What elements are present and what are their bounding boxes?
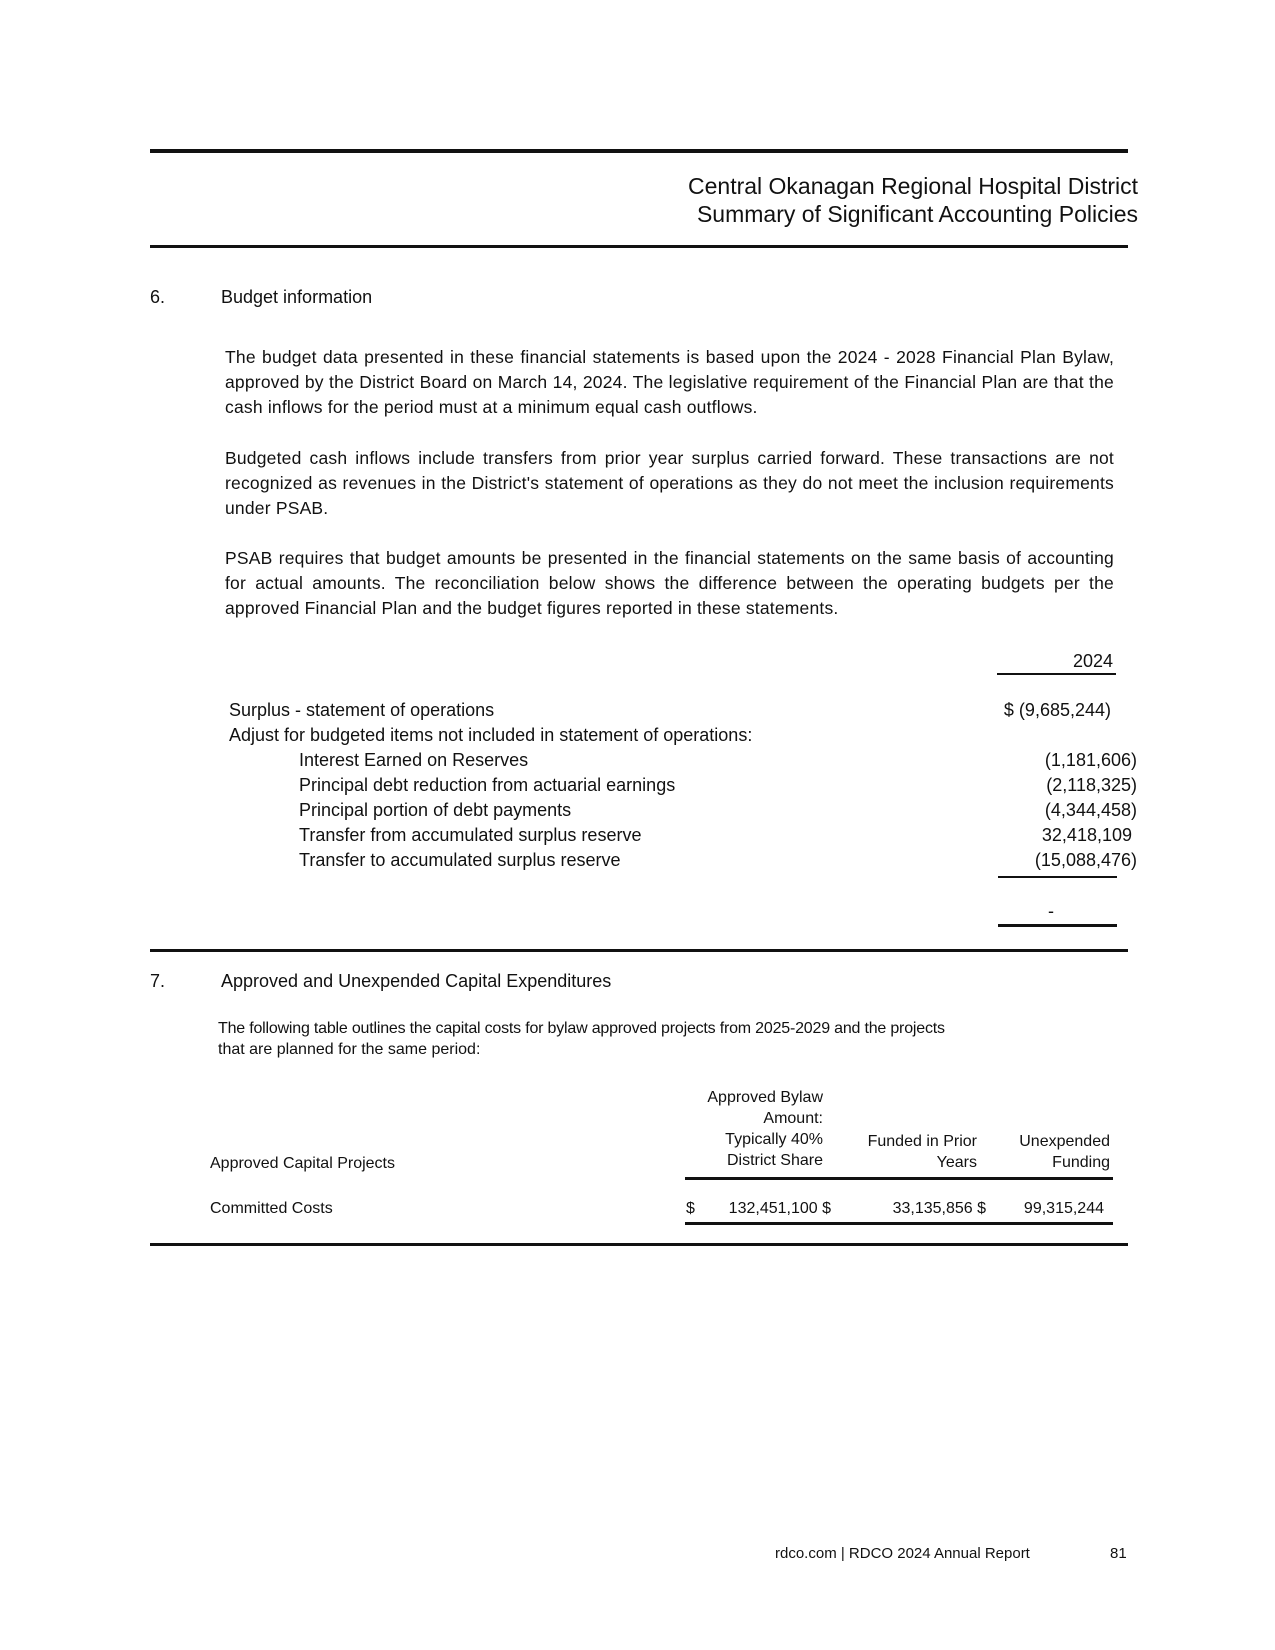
section-7-bottom-rule — [150, 1243, 1128, 1246]
section-7-number: 7. — [150, 971, 166, 991]
section-7-intro-line-1: The following table outlines the capital costs for bylaw approved projects from 2025-2029 and the projects — [218, 1020, 945, 1037]
adjust-item-label: Transfer to accumulated surplus reserve — [299, 850, 621, 870]
adjust-item-value: (1,181,606) — [1044, 750, 1137, 770]
adjust-label: Adjust for budgeted items not included in statement of operations: — [229, 725, 753, 745]
adjust-item-label: Transfer from accumulated surplus reserve — [299, 825, 642, 845]
committed-costs-label: Committed Costs — [210, 1200, 333, 1217]
adjust-item-label: Principal portion of debt payments — [299, 800, 572, 820]
header-top-rule — [150, 149, 1128, 153]
surplus-value: $ (9,685,244) — [1003, 700, 1111, 720]
year-header-underline — [997, 673, 1116, 675]
col-funded-prior-line: Funded in Prior — [867, 1133, 977, 1150]
col-approved-bylaw-line: District Share — [726, 1152, 823, 1169]
col-unexpended-line: Funding — [1052, 1154, 1110, 1171]
section-6-number: 6. — [150, 287, 166, 307]
section-6-paragraph-3: PSAB requires that budget amounts be presented in the financial statements on the same basis of accounting for actual amounts. The reconciliation below shows the difference between the operating budgets per the approved Financial Plan and the budget figures reported in these statements. — [225, 548, 1114, 618]
col-unexpended-line: Unexpended — [1019, 1133, 1110, 1150]
subtotal-underline — [998, 876, 1117, 878]
col-funded-prior-line: Years — [936, 1154, 977, 1171]
header-subtitle: Summary of Significant Accounting Policies — [696, 201, 1138, 227]
adjust-item-value: (15,088,476) — [1034, 850, 1137, 870]
col-approved-bylaw-line: Approved Bylaw — [707, 1089, 823, 1106]
table-header-underline — [685, 1177, 1113, 1180]
section-6-title: Budget information — [221, 287, 373, 307]
col-approved-capital-projects-header: Approved Capital Projects — [210, 1155, 395, 1172]
section-6-paragraph-1: The budget data presented in these financial statements is based upon the 2024 - 2028 Financial Plan Bylaw, approved by the District Board on March 14, 2024. The legislative requirement of the Financial Plan are that the cash inflows for the period must at a minimum equal cash outflows. — [225, 347, 1114, 417]
adjust-item-value: (4,344,458) — [1044, 800, 1137, 820]
table-total-underline — [685, 1222, 1113, 1225]
committed-costs-currency: $ — [686, 1200, 695, 1217]
year-header: 2024 — [1072, 651, 1113, 671]
section-divider — [150, 949, 1128, 952]
adjust-item-value: 32,418,109 — [1041, 825, 1132, 845]
col-approved-bylaw-line: Amount: — [763, 1110, 823, 1127]
section-7-title: Approved and Unexpended Capital Expenditures — [221, 971, 612, 991]
col-approved-bylaw-header — [707, 1087, 823, 1171]
section-6-paragraph-2: Budgeted cash inflows include transfers from prior year surplus carried forward. These transactions are not recognized as revenues in the District's statement of operations as they do not meet the inclusion requirements under PSAB. — [225, 448, 1114, 518]
committed-costs-approved: 132,451,100 $ — [728, 1200, 831, 1217]
adjust-item-label: Principal debt reduction from actuarial earnings — [299, 775, 676, 795]
footer-text: rdco.com | RDCO 2024 Annual Report — [775, 1545, 1030, 1562]
section-7-intro-line-2: that are planned for the same period: — [218, 1041, 481, 1058]
col-approved-bylaw-line: Typically 40% — [725, 1131, 823, 1148]
reconciliation-total: - — [1048, 901, 1054, 921]
committed-costs-funded: 33,135,856 $ — [892, 1200, 986, 1217]
header-title: Central Okanagan Regional Hospital District — [688, 173, 1138, 199]
adjust-item-value: (2,118,325) — [1046, 775, 1137, 795]
col-unexpended-header — [1019, 1131, 1110, 1173]
adjust-item-label: Interest Earned on Reserves — [299, 750, 529, 770]
col-funded-prior-header — [868, 1131, 977, 1173]
surplus-label: Surplus - statement of operations — [229, 700, 495, 720]
page-number: 81 — [1110, 1545, 1127, 1562]
header-bottom-rule — [150, 245, 1128, 248]
committed-costs-unexpended: 99,315,244 — [1023, 1200, 1104, 1217]
total-double-underline — [998, 924, 1117, 927]
